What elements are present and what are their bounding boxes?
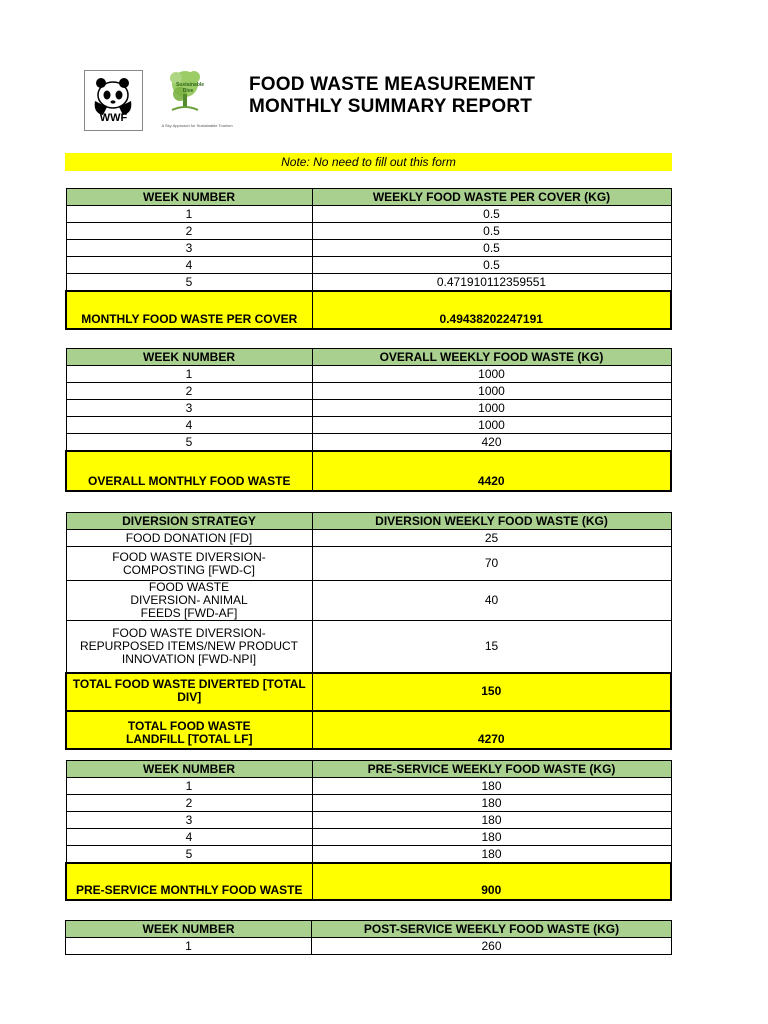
week-cell: 2	[66, 223, 312, 240]
table-row	[66, 938, 672, 955]
table-row	[66, 366, 671, 383]
header-diversion-weekly: DIVERSION WEEKLY FOOD WASTE (KG)	[312, 513, 671, 530]
table-row	[66, 417, 671, 434]
table-row	[66, 621, 671, 674]
total-label: MONTHLY FOOD WASTE PER COVER	[66, 291, 312, 329]
week-cell: 4	[66, 829, 312, 846]
table-row	[66, 812, 671, 829]
value-cell: 1000	[312, 366, 671, 383]
post-service-table	[65, 920, 672, 955]
table-row	[66, 274, 671, 292]
sd-logo-name: Sustainable Dive	[176, 82, 205, 94]
note-banner: Note: No need to fill out this form	[65, 153, 672, 171]
total-label: TOTAL FOOD WASTE DIVERTED [TOTAL DIV]	[66, 673, 312, 711]
total-value: 4270	[312, 711, 671, 749]
value-cell: 1000	[312, 400, 671, 417]
header-week-number: WEEK NUMBER	[66, 921, 312, 938]
table-row	[66, 257, 671, 274]
table-header-row	[66, 761, 671, 778]
strategy-cell: FOOD DONATION [FD]	[66, 530, 312, 547]
page-title	[249, 74, 535, 118]
total-value: 900	[312, 863, 671, 900]
table-row	[66, 383, 671, 400]
table-header-row	[66, 513, 671, 530]
table-header-row	[66, 189, 671, 206]
week-cell: 1	[66, 366, 312, 383]
value-cell: 0.5	[312, 240, 671, 257]
table-row	[66, 846, 671, 864]
total-value: 150	[312, 673, 671, 711]
total-value: 4420	[312, 451, 671, 491]
pre-service-table	[65, 760, 672, 901]
table-row	[66, 581, 671, 621]
value-cell: 0.5	[312, 223, 671, 240]
header-pre-service-weekly: PRE-SERVICE WEEKLY FOOD WASTE (KG)	[312, 761, 671, 778]
table-row	[66, 778, 671, 795]
value-cell: 1000	[312, 417, 671, 434]
week-cell: 5	[66, 434, 312, 452]
value-cell: 0.5	[312, 257, 671, 274]
value-cell: 1000	[312, 383, 671, 400]
header-week-number: WEEK NUMBER	[66, 349, 312, 366]
value-cell: 180	[312, 795, 671, 812]
week-cell: 5	[66, 274, 312, 292]
total-label	[66, 711, 312, 749]
value-cell: 420	[312, 434, 671, 452]
diversion-table	[65, 512, 672, 750]
total-row	[66, 291, 671, 329]
total-label: OVERALL MONTHLY FOOD WASTE	[66, 451, 312, 491]
value-cell: 180	[312, 846, 671, 864]
strategy-cell: FOOD WASTE DIVERSION- REPURPOSED ITEMS/NEW PRODUCT INNOVATION [FWD-NPI]	[66, 621, 312, 674]
header-overall-weekly: OVERALL WEEKLY FOOD WASTE (KG)	[312, 349, 671, 366]
week-cell: 1	[66, 778, 312, 795]
total-value: 0.49438202247191	[312, 291, 671, 329]
table-row	[66, 206, 671, 223]
value-cell: 180	[312, 778, 671, 795]
value-cell: 180	[312, 812, 671, 829]
strategy-cell	[66, 581, 312, 621]
title-line-1: FOOD WASTE MEASUREMENT	[249, 74, 536, 95]
value-cell: 25	[312, 530, 671, 547]
table-row	[66, 240, 671, 257]
sustainable-dive-logo	[152, 68, 242, 132]
week-cell: 5	[66, 846, 312, 864]
table-header-row	[66, 921, 672, 938]
table-row	[66, 223, 671, 240]
sd-logo-tagline: A Sky Approach for Sustainable Tourism	[161, 123, 233, 128]
week-cell: 2	[66, 383, 312, 400]
value-cell: 15	[312, 621, 671, 674]
strategy-text: FOOD WASTE DIVERSION- ANIMAL FEEDS [FWD-AF]	[130, 580, 248, 620]
header-week-number: WEEK NUMBER	[66, 189, 312, 206]
total-landfill-row	[66, 711, 671, 749]
header-week-number: WEEK NUMBER	[66, 761, 312, 778]
wwf-logo	[84, 70, 143, 131]
week-cell: 4	[66, 257, 312, 274]
header-diversion-strategy: DIVERSION STRATEGY	[66, 513, 312, 530]
wwf-logo-text: WWF	[99, 112, 128, 124]
table-row	[66, 530, 671, 547]
value-cell: 0.5	[312, 206, 671, 223]
value-cell: 180	[312, 829, 671, 846]
total-landfill-text: TOTAL FOOD WASTE LANDFILL [TOTAL LF]	[126, 719, 253, 746]
value-cell: 260	[312, 938, 672, 955]
week-cell: 1	[66, 206, 312, 223]
tree-icon	[152, 68, 242, 120]
table-row	[66, 434, 671, 452]
overall-table	[65, 348, 672, 492]
value-cell: 40	[312, 581, 671, 621]
header-post-service-weekly: POST-SERVICE WEEKLY FOOD WASTE (KG)	[312, 921, 672, 938]
total-row	[66, 451, 671, 491]
table-row	[66, 829, 671, 846]
table-header-row	[66, 349, 671, 366]
header-weekly-per-cover: WEEKLY FOOD WASTE PER COVER (KG)	[312, 189, 671, 206]
total-label: PRE-SERVICE MONTHLY FOOD WASTE	[66, 863, 312, 900]
per-cover-table	[65, 188, 672, 330]
week-cell: 1	[66, 938, 312, 955]
week-cell: 2	[66, 795, 312, 812]
strategy-cell: FOOD WASTE DIVERSION- COMPOSTING [FWD-C]	[66, 547, 312, 581]
total-diverted-row	[66, 673, 671, 711]
value-cell: 70	[312, 547, 671, 581]
table-row	[66, 547, 671, 581]
total-row	[66, 863, 671, 900]
table-row	[66, 400, 671, 417]
week-cell: 3	[66, 400, 312, 417]
value-cell: 0.471910112359551	[312, 274, 671, 292]
week-cell: 3	[66, 812, 312, 829]
table-row	[66, 795, 671, 812]
week-cell: 4	[66, 417, 312, 434]
week-cell: 3	[66, 240, 312, 257]
title-line-2: MONTHLY SUMMARY REPORT	[249, 96, 533, 117]
